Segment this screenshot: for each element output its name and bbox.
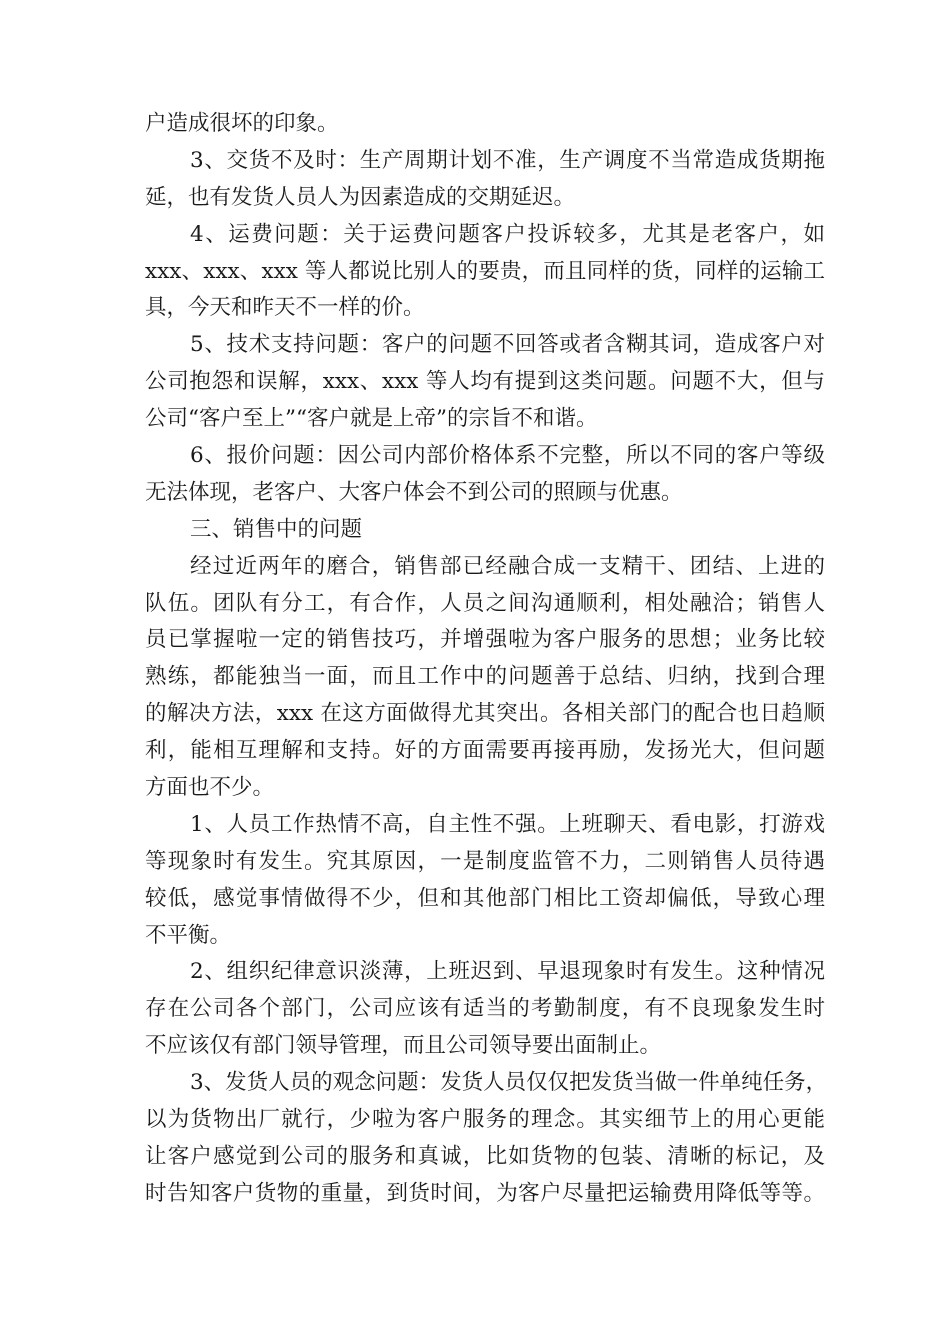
- text-line: 无法体现，老客户、大客户体会不到公司的照顾与优惠。: [145, 479, 683, 505]
- text-line: 延，也有发货人员人为因素造成的交期延迟。: [145, 184, 576, 210]
- text-line: 队伍。团队有分工，有合作，人员之间沟通顺利，相处融洽；销售人: [145, 590, 825, 616]
- text-line: 公司“客户至上”“客户就是上帝”的宗旨不和谐。: [145, 406, 598, 432]
- text-line: 以为货物出厂就行，少啦为客户服务的理念。其实细节上的用心更能: [145, 1107, 825, 1133]
- text-line: 1、人员工作热情不高，自主性不强。上班聊天、看电影，打游戏: [190, 811, 825, 837]
- text-line: 熟练，都能独当一面，而且工作中的问题善于总结、归纳，找到合理: [145, 664, 825, 690]
- text-line: 5、技术支持问题：客户的问题不回答或者含糊其词，造成客户对: [190, 332, 825, 358]
- text-line: 4、运费问题：关于运费问题客户投诉较多，尤其是老客户，如: [190, 221, 825, 247]
- text-line: 员已掌握啦一定的销售技巧，并增强啦为客户服务的思想；业务比较: [145, 627, 825, 653]
- text-line: 6、报价问题：因公司内部价格体系不完整，所以不同的客户等级: [190, 443, 825, 469]
- text-line: 2、组织纪律意识淡薄，上班迟到、早退现象时有发生。这种情况: [190, 959, 825, 985]
- text-line: 3、交货不及时：生产周期计划不准，生产调度不当常造成货期拖: [190, 147, 825, 173]
- document-body: [145, 106, 828, 1213]
- text-line: 方面也不少。: [145, 775, 275, 801]
- text-line: 三、销售中的问题: [190, 516, 363, 542]
- text-line: 不应该仅有部门领导管理，而且公司领导要出面制止。: [145, 1033, 662, 1059]
- text-line: 具，今天和昨天不一样的价。: [145, 295, 425, 321]
- text-line: 时告知客户货物的重量，到货时间，为客户尽量把运输费用降低等等。: [145, 1180, 825, 1206]
- text-line: 户造成很坏的印象。: [145, 111, 339, 136]
- text-line: 的解决方法，xxx 在这方面做得尤其突出。各相关部门的配合也日趋顺: [145, 701, 825, 727]
- text-line: 不平衡。: [145, 922, 232, 948]
- text-line: 3、发货人员的观念问题：发货人员仅仅把发货当做一件单纯任务，: [190, 1070, 828, 1096]
- text-line: 等现象时有发生。究其原因，一是制度监管不力，二则销售人员待遇: [145, 848, 825, 874]
- text-line: 利，能相互理解和支持。好的方面需要再接再励，发扬光大，但问题: [145, 738, 825, 764]
- text-line: 存在公司各个部门，公司应该有适当的考勤制度，有不良现象发生时: [145, 996, 825, 1022]
- text-line: 经过近两年的磨合，销售部已经融合成一支精干、团结、上进的: [190, 553, 825, 579]
- text-line: 较低，感觉事情做得不少，但和其他部门相比工资却偏低，导致心理: [145, 885, 825, 911]
- text-line: xxx、xxx、xxx 等人都说比别人的要贵，而且同样的货，同样的运输工: [145, 258, 825, 284]
- text-line: 公司抱怨和误解，xxx、xxx 等人均有提到这类问题。问题不大，但与: [145, 369, 825, 395]
- text-line: 让客户感觉到公司的服务和真诚，比如货物的包装、清晰的标记，及: [145, 1143, 825, 1169]
